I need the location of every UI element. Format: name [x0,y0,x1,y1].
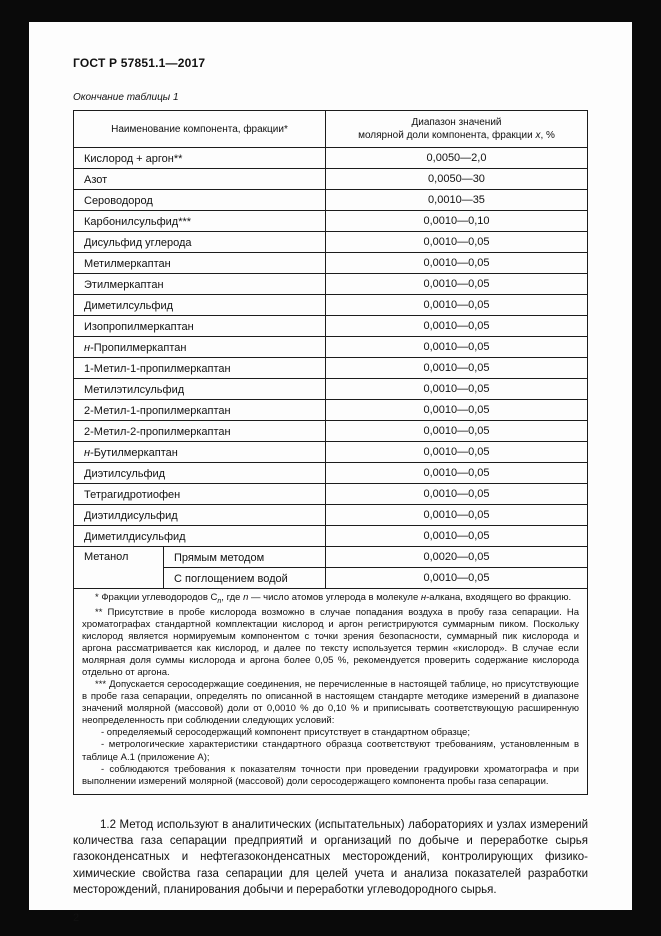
table-row [74,169,588,190]
components-table-body [74,148,588,547]
table-row [74,463,588,484]
footnote-3-item-3: - соблюдаются требования к показателям точности при проведении градуировки хроматографа и при выполнении измерений молярной (массовой) доли серосодержащего компонента пробы газа сепарации. [82,763,579,787]
col-header-range-line2c: , % [540,130,555,141]
table-row [74,148,588,169]
component-range: 0,0010—0,05 [326,484,588,505]
table-footer [74,589,588,795]
component-name: Тетрагидротиофен [74,484,326,505]
component-range: 0,0050—30 [326,169,588,190]
component-range: 0,0010—0,05 [326,316,588,337]
component-name: Диэтилсульфид [74,463,326,484]
component-range: 0,0010—0,10 [326,211,588,232]
component-range: 0,0010—35 [326,190,588,211]
footnote-1-text: * Фракции углеводородов С [95,592,218,603]
col-header-range [326,111,588,148]
table-row [74,316,588,337]
footnote-3-item-2: - метрологические характеристики стандартного образца соответствуют требованиям, установленным в таблице А.1 (приложение А); [82,739,579,763]
col-header-range-line2a: молярной доли компонента, фракции [358,130,536,141]
table-row [74,232,588,253]
table-row [74,484,588,505]
footnote-1-text: , где [221,592,244,603]
component-name: Метилмеркаптан [74,253,326,274]
method-name: Прямым методом [164,547,326,568]
component-name: Карбонилсульфид*** [74,211,326,232]
table-row [74,274,588,295]
table-row [74,547,588,568]
component-name: Изопропилмеркаптан [74,316,326,337]
table-row [74,337,588,358]
component-name: Диметилдисульфид [74,526,326,547]
table-footnotes [74,589,588,795]
component-range: 0,0050—2,0 [326,148,588,169]
component-range: 0,0010—0,05 [326,337,588,358]
footnote-2: ** Присутствие в пробе кислорода возможно в случае попадания воздуха в пробу газа сепарации. На хроматографах стандартной комплектации кислород и аргон регистрируются суммарным пиком. Поскольку кислород является нормируемым компонентом с точки зрения безопасности, суммарный пик кислорода и аргона рассматривается как кислород, и далее по тексту используется термин «кислород». В случае если молярная доля суммы кислорода и аргона более 0,05 %, рекомендуется проверить содержание кислорода отдельно от аргона. [82,606,579,679]
method-name: С поглощением водой [164,568,326,589]
methanol-rows [74,547,588,589]
col-header-name: Наименование компонента, фракции* [74,111,326,148]
component-range: 0,0010—0,05 [326,253,588,274]
table-header-row [74,111,588,148]
footnote-1-text: -алкана, входящего во фракцию. [426,592,572,603]
col-header-range-x: x [535,130,541,141]
footnote-3-item-1: - определяемый серосодержащий компонент присутствует в стандартном образце; [101,727,470,739]
component-name: н-Бутилмеркаптан [74,442,326,463]
table-row [74,505,588,526]
component-range: 0,0010—0,05 [326,463,588,484]
component-name: Сероводород [74,190,326,211]
footnote-1-italic-n2: н [420,592,427,603]
paragraph-1-2: 1.2 Метод используют в аналитических (испытательных) лабораториях и узлах измерений количества газа сепарации предприятий и организаций по добыче и переработке сырья газоконденсатных и нефтегазоконденсатных месторождений, контролирующих физико-химические свойства газа сепарации для целей учета и анализа показателей разработки месторождений, планирования добычи и переработки углеводородного сырья. [73,818,588,897]
component-range: 0,0010—0,05 [326,358,588,379]
page-number: 2 [73,912,80,925]
component-name: Азот [74,169,326,190]
component-name: Кислород + аргон** [74,148,326,169]
table-row [74,526,588,547]
footnotes-row [74,589,588,795]
table-row [74,442,588,463]
component-name: Метилэтилсульфид [74,379,326,400]
table-row [74,295,588,316]
component-name: 1-Метил-1-пропилмеркаптан [74,358,326,379]
component-range: 0,0010—0,05 [326,526,588,547]
components-table [73,110,588,795]
table-row [74,358,588,379]
component-range: 0,0010—0,05 [326,400,588,421]
component-range: 0,0020—0,05 [326,547,588,568]
table-row [74,421,588,442]
component-range: 0,0010—0,05 [326,274,588,295]
component-name: Этилмеркаптан [74,274,326,295]
table-row [74,253,588,274]
footnote-3: *** Допускается серосодержащие соединения, не перечисленные в настоящей таблице, но присутствующие в пробе газа сепарации, определять по описанной в настоящем стандарте методике измерений в диапазоне значений молярной (массовой) доли от 0,0010 % до 0,10 % и приписывать соответствующую расширенную неопределенность при соблюдении следующих условий: [82,679,579,727]
component-range: 0,0010—0,05 [326,505,588,526]
component-name: Диэтилдисульфид [74,505,326,526]
table-row [74,379,588,400]
table-row [74,190,588,211]
table-header [74,111,588,148]
component-name: Дисульфид углерода [74,232,326,253]
component-range: 0,0010—0,05 [326,232,588,253]
component-name: 2-Метил-2-пропилмеркаптан [74,421,326,442]
doc-header: ГОСТ Р 57851.1—2017 [73,56,206,70]
table-caption: Окончание таблицы 1 [73,92,179,103]
table-row [74,211,588,232]
component-range: 0,0010—0,05 [326,295,588,316]
table-row [74,400,588,421]
footnote-1-italic-n: n [243,592,249,603]
component-name: н-Пропилмеркаптан [74,337,326,358]
component-name: 2-Метил-1-пропилмеркаптан [74,400,326,421]
component-range: 0,0010—0,05 [326,379,588,400]
component-range: 0,0010—0,05 [326,421,588,442]
component-name: Метанол [74,547,164,589]
footnote-1 [82,592,579,607]
component-name: Диметилсульфид [74,295,326,316]
component-range: 0,0010—0,05 [326,568,588,589]
footnote-1-text: — число атомов углерода в молекуле [248,592,421,603]
document-page [29,22,632,925]
component-range: 0,0010—0,05 [326,442,588,463]
footnote-1-sub: n [217,597,222,605]
col-header-range-line1: Диапазон значений [411,117,502,128]
